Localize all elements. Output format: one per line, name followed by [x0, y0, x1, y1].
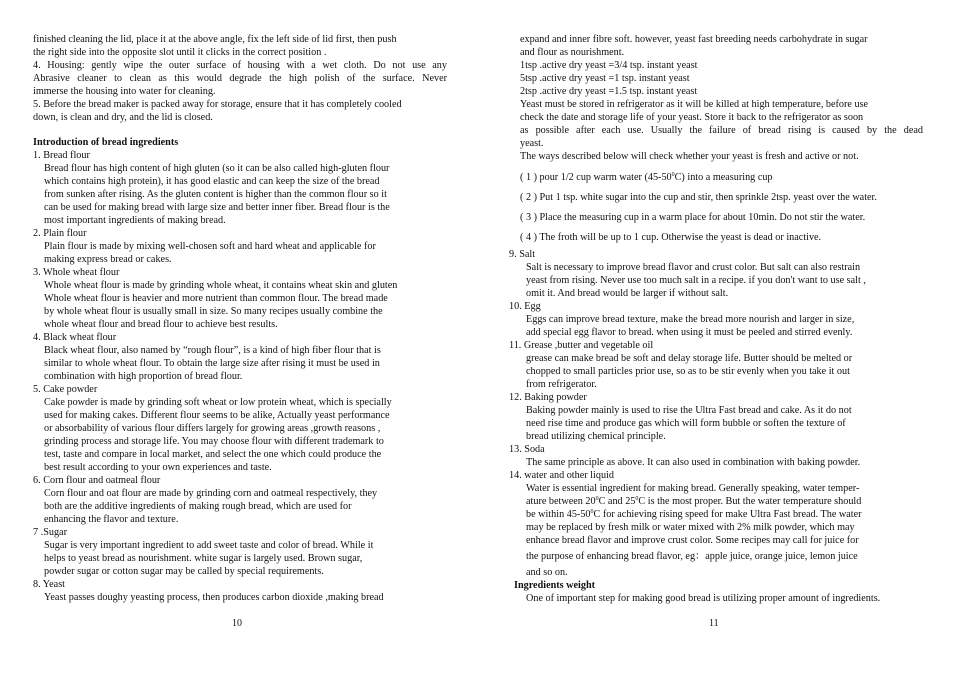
text-line: 1. Bread flour: [33, 150, 90, 161]
text-line: both are the additive ingredients of making rough bread, which are used for: [44, 501, 352, 512]
superscript: 0: [595, 496, 599, 502]
text-line: Bread flour has high content of high gluten (so it can be also called high-gluten flour: [44, 163, 390, 174]
text-line: 5. Cake powder: [33, 384, 98, 395]
text-line: whole wheat flour and bread flour to achieve best results.: [44, 319, 278, 330]
text-fragment: the purpose of enhancing bread flavor, eg：apple juice, orange juice, lemon juice: [526, 551, 858, 562]
text-line: test, taste and compare in local market, and select the one which could produce the: [44, 449, 382, 460]
text-line: most important ingredients of making bread.: [44, 215, 226, 226]
text-line: 7 .Sugar: [33, 527, 67, 538]
text-fragment: 14. water and other liquid: [509, 470, 614, 481]
text-line: Black wheat flour, also named by “rough flour”, is a kind of high fiber flour that is: [44, 345, 381, 356]
superscript: 0: [590, 509, 594, 515]
text-line: [509, 248, 923, 261]
text-line: 1tsp .active dry yeast =3/4 tsp. instant yeast: [520, 60, 698, 71]
text-fragment: C for achieving rising speed for make Ultra Fast bread. The water: [593, 509, 862, 520]
text-fragment: from refrigerator.: [526, 379, 597, 390]
text-line: used for making cakes. Different flour seems to be alike, Actually yeast performance: [44, 410, 390, 421]
paragraph-gap: [33, 124, 447, 136]
step-text: ( 2 ) Put 1 tsp. white sugar into the cup and stir, then sprinkle 2tsp. yeast over the water.: [520, 192, 877, 203]
text-line: 2. Plain flour: [33, 228, 87, 239]
text-line: [509, 443, 923, 456]
text-line: expand and inner fibre soft. however, yeast fast breeding needs carbohydrate in sugar: [520, 34, 868, 45]
text-fragment: Water is essential ingredient for making bread. Generally speaking, water temper-: [526, 483, 860, 494]
superscript: 0: [635, 496, 639, 502]
text-line: powder sugar or cotton sugar may be called by special requirements.: [44, 566, 324, 577]
text-fragment: may be replaced by fresh milk or water mixed with 2% milk powder, which may: [526, 522, 855, 533]
text-line: as possible after each use. Usually the failure of bread rising is caused by the dead: [520, 125, 923, 136]
text-line: Yeast passes doughy yeasting process, then produces carbon dioxide ,making bread: [44, 592, 384, 603]
step-text: C) into a measuring cup: [674, 172, 773, 183]
step-text: ( 1 ) pour 1/2 cup warm water (45-50: [520, 172, 672, 183]
text-line: 4. Black wheat flour: [33, 332, 117, 343]
text-line: or absorbability of various flour differs largely for growing areas ,growth reasons ,: [44, 423, 381, 434]
text-line: [509, 469, 923, 482]
text-line: can be used for making bread with large size and better inner fiber. Bread flour is the: [44, 202, 390, 213]
text-line: by whole wheat flour is usually small in size. So many recipes usually combine the: [44, 306, 383, 317]
text-line: Cake powder is made by grinding soft wheat or low protein wheat, which is specially: [44, 397, 392, 408]
text-line: check the date and storage life of your yeast. Store it back to the refrigerator as soon: [520, 112, 864, 123]
text-line: helps to yeast bread as nourishment. white sugar is largely used. Brown sugar,: [44, 553, 363, 564]
text-line: Abrasive cleaner to clean as this would degrade the high polish of the surface. Never: [33, 73, 447, 84]
text-fragment: omit it. And bread would be larger if without salt.: [526, 288, 729, 299]
text-line: 8. Yeast: [33, 579, 65, 590]
text-line: and flour as nourishment.: [520, 47, 625, 58]
text-fragment: chopped to small particles prior use, so as to be stir evenly when you take it out: [526, 366, 850, 377]
step-text: ( 4 ) The froth will be up to 1 cup. Otherwise the yeast is dead or inactive.: [520, 232, 822, 243]
text-fragment: Salt is necessary to improve bread flavor and crust color. But salt can also restrain: [526, 262, 861, 273]
page-number-right: 11: [709, 618, 719, 629]
text-line: combination with high proportion of bread flour.: [44, 371, 243, 382]
text-fragment: need rise time and produce gas which will form bubble or soften the texture of: [526, 418, 846, 429]
text-line: Sugar is very important ingredient to add sweet taste and color of bread. While it: [44, 540, 374, 551]
text-fragment: 10. Egg: [509, 301, 541, 312]
text-line: [509, 482, 923, 495]
text-line: [509, 430, 923, 443]
text-line: 2tsp .active dry yeast =1.5 tsp. instant yeast: [520, 86, 698, 97]
text-line: [509, 566, 923, 579]
text-line: [509, 261, 923, 274]
text-line: [509, 417, 923, 430]
text-line: [509, 521, 923, 534]
text-fragment: Eggs can improve bread texture, make the bread more nourish and larger in size,: [526, 314, 855, 325]
text-line: [509, 365, 923, 378]
text-line: [509, 287, 923, 300]
text-line: grinding process and storage life. You may choose flour with different trademark to: [44, 436, 384, 447]
text-line: best result according to your own experiences and taste.: [44, 462, 272, 473]
text-fragment: 13. Soda: [509, 444, 545, 455]
text-line: [509, 534, 923, 547]
text-line: [509, 508, 923, 521]
text-fragment: 11. Grease ,butter and vegetable oil: [509, 340, 654, 351]
text-fragment: The same principle as above. It can also used in combination with baking powder.: [526, 457, 861, 468]
text-line: [509, 339, 923, 352]
text-fragment: Baking powder mainly is used to rise the Ultra Fast bread and cake. As it do not: [526, 405, 852, 416]
text-fragment: 12. Baking powder: [509, 392, 587, 403]
text-line: [509, 352, 923, 365]
text-fragment: add special egg flavor to bread. when using it must be peeled and stirred evenly.: [526, 327, 853, 338]
text-fragment: grease can make bread be soft and delay storage life. Butter should be melted or: [526, 353, 853, 364]
text-line: from sunken after rising. As the gluten content is higher than the common flour so it: [44, 189, 387, 200]
yeast-test-step: [509, 228, 923, 248]
text-line: [509, 326, 923, 339]
text-fragment: be within 45-50: [526, 509, 591, 520]
text-line: immerse the housing into water for cleaning.: [33, 86, 216, 97]
yeast-test-step: [509, 168, 923, 188]
text-fragment: bread utilizing chemical principle.: [526, 431, 666, 442]
text-fragment: Ingredients weight: [514, 580, 596, 591]
text-line: Whole wheat flour is heavier and more nutrient than common flour. The bread made: [44, 293, 388, 304]
text-fragment: and so on.: [526, 567, 568, 578]
superscript: 0: [671, 172, 675, 178]
text-fragment: ature between 20: [526, 496, 596, 507]
text-fragment: yeast from rising. Never use too much salt in a recipe. if you don't want to use salt ,: [526, 275, 866, 286]
text-line: Corn flour and oat flour are made by grinding corn and oatmeal respectively, they: [44, 488, 378, 499]
text-line: enhancing the flavor and texture.: [44, 514, 179, 525]
text-line: Whole wheat flour is made by grinding whole wheat, it contains wheat skin and gluten: [44, 280, 398, 291]
text-line: [509, 404, 923, 417]
text-line: yeast.: [520, 138, 544, 149]
text-fragment: C and 25: [598, 496, 636, 507]
text-line: [509, 592, 923, 605]
text-line: The ways described below will check whether your yeast is fresh and active or not.: [520, 151, 859, 162]
text-line: Yeast must be stored in refrigerator as it will be killed at high temperature, before use: [520, 99, 869, 110]
left-page-column: [33, 33, 447, 604]
text-line: which contains high protein), it has good elastic and can keep the size of the bread: [44, 176, 380, 187]
text-fragment: One of important step for making good bread is utilizing proper amount of ingredients.: [526, 593, 881, 604]
text-line: [509, 495, 923, 508]
section-heading: Introduction of bread ingredients: [33, 137, 179, 148]
text-line: [509, 378, 923, 391]
text-fragment: 9. Salt: [509, 249, 536, 260]
text-line: [509, 547, 923, 566]
text-line: down, is clean and dry, and the lid is closed.: [33, 112, 213, 123]
text-line: 5tsp .active dry yeast =1 tsp. instant yeast: [520, 73, 690, 84]
text-line: the right side into the opposite slot until it clicks in the correct position .: [33, 47, 327, 58]
yeast-test-step: [509, 208, 923, 228]
text-line: 6. Corn flour and oatmeal flour: [33, 475, 161, 486]
text-line: 3. Whole wheat flour: [33, 267, 120, 278]
page-number-left: 10: [232, 618, 242, 629]
text-line: [509, 456, 923, 469]
text-line: similar to whole wheat flour. To obtain the large size after rising it must be used in: [44, 358, 380, 369]
text-fragment: C is the most proper. But the water temperature should: [638, 496, 862, 507]
text-line: 5. Before the bread maker is packed away for storage, ensure that it has completely cooled: [33, 99, 402, 110]
text-line: [509, 391, 923, 404]
yeast-test-step: [509, 188, 923, 208]
text-line: making express bread or cakes.: [44, 254, 172, 265]
right-page-column: [509, 33, 923, 605]
text-line: 4. Housing: gently wipe the outer surface of housing with a wet cloth. Do not use any: [33, 60, 447, 71]
text-line: [509, 274, 923, 287]
section-heading: [509, 579, 923, 592]
step-text: ( 3 ) Place the measuring cup in a warm place for about 10min. Do not stir the water.: [520, 212, 866, 223]
text-line: [509, 300, 923, 313]
text-fragment: enhance bread flavor and improve crust color. Some recipes may call for juice for: [526, 535, 859, 546]
text-line: [509, 313, 923, 326]
text-line: finished cleaning the lid, place it at the above angle, fix the left side of lid first, then push: [33, 34, 397, 45]
text-line: Plain flour is made by mixing well-chosen soft and hard wheat and applicable for: [44, 241, 376, 252]
